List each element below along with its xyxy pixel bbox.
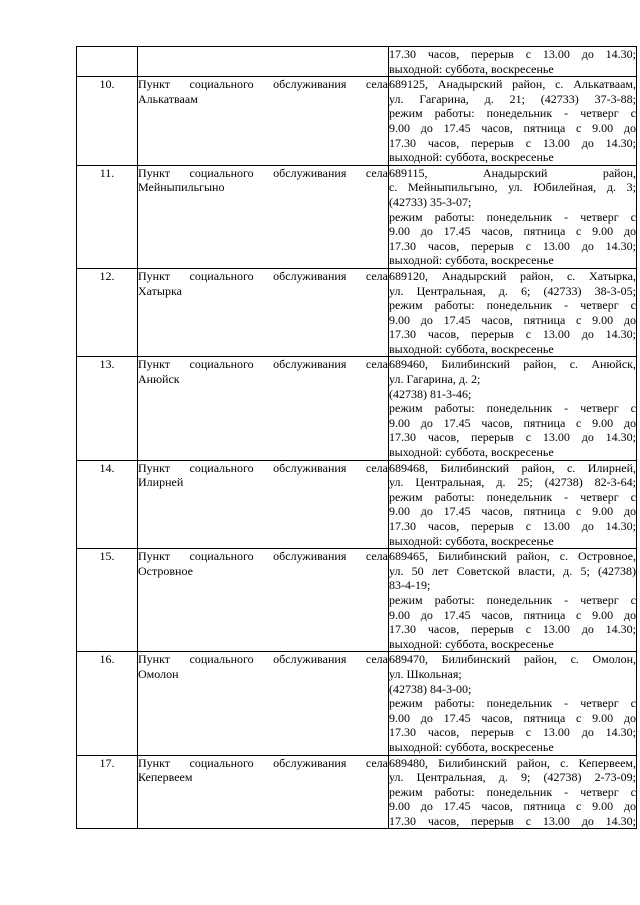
row-number: 13. [77,357,138,460]
address-line: с. Мейныпильгыно, ул. Юбилейная, д. 3; [389,180,636,195]
name-line: Алькатваам [138,91,198,106]
name-line: Омолон [138,666,179,681]
address-line: (42738) 81-3-46; [389,386,472,401]
table-row [77,77,637,166]
table-row [77,268,637,357]
address-line: 17.30 часов, перерыв с 13.00 до 14.30; [389,327,636,342]
address-line: (42733) 35-3-07; [389,194,472,209]
address-line: 689480, Билибинский район, с. Кепервеем, [389,755,636,770]
address-line: выходной: суббота, воскресенье [389,739,554,754]
row-number: 14. [77,460,138,549]
row-number: 10. [77,77,138,166]
service-point-name [138,47,389,77]
address-line: 17.30 часов, перерыв с 13.00 до 14.30; [389,47,636,61]
address-line: режим работы: понедельник - четверг с [389,489,636,504]
address-line: 689125, Анадырский район, с. Алькатваам, [389,77,636,92]
address-line: выходной: суббота, воскресенье [389,253,554,268]
address-line: режим работы: понедельник - четверг с [389,209,636,224]
row-number: 12. [77,268,138,357]
address-line: 17.30 часов, перерыв с 13.00 до 14.30; [389,813,636,828]
name-line: Пункт социального обслуживания села [138,652,388,667]
address-line: выходной: суббота, воскресенье [389,636,554,651]
address-and-hours [389,755,637,829]
row-number: 16. [77,652,138,755]
address-line: выходной: суббота, воскресенье [389,150,554,165]
address-line: режим работы: понедельник - четверг с [389,401,636,416]
address-line: режим работы: понедельник - четверг с [389,106,636,121]
name-line: Пункт социального обслуживания села [138,165,388,180]
address-line: выходной: суббота, воскресенье [389,533,554,548]
name-line: Мейныпильгыно [138,180,225,195]
address-and-hours [389,652,637,755]
service-point-name [138,652,389,755]
table-row [77,47,637,77]
address-line: ул. Центральная, д. 6; (42733) 38-3-05; [389,283,636,298]
name-line: Пункт социального обслуживания села [138,77,388,92]
address-line: 689468, Билибинский район, с. Илирней, [389,460,636,475]
service-point-name [138,268,389,357]
service-point-name [138,549,389,652]
address-line: 9.00 до 17.45 часов, пятница с 9.00 до [389,799,636,814]
service-point-name [138,357,389,460]
address-line: (42738) 84-3-00; [389,681,472,696]
service-point-name [138,460,389,549]
address-line: 9.00 до 17.45 часов, пятница с 9.00 до [389,710,636,725]
address-and-hours [389,460,637,549]
table-row [77,652,637,755]
address-line: ул. Гагарина, д. 21; (42733) 37-3-88; [389,91,636,106]
address-line: 17.30 часов, перерыв с 13.00 до 14.30; [389,622,636,637]
address-line: режим работы: понедельник - четверг с [389,298,636,313]
address-and-hours [389,549,637,652]
name-line: Пункт социального обслуживания села [138,460,388,475]
table-row [77,755,637,829]
address-line: 9.00 до 17.45 часов, пятница с 9.00 до [389,504,636,519]
address-line: выходной: суббота, воскресенье [389,61,554,76]
address-line: 9.00 до 17.45 часов, пятница с 9.00 до [389,607,636,622]
address-line: 9.00 до 17.45 часов, пятница с 9.00 до [389,312,636,327]
service-point-name [138,165,389,268]
address-line: 689460, Билибинский район, с. Анюйск, [389,357,636,372]
name-line: Пункт социального обслуживания села [138,549,388,564]
address-line: 689115, Анадырский район, [389,165,636,180]
address-line: выходной: суббота, воскресенье [389,341,554,356]
service-points-table [76,46,637,829]
address-line: ул. 50 лет Советской власти, д. 5; (42738) [389,563,636,578]
name-line: Кепервеем [138,770,193,785]
address-line: 17.30 часов, перерыв с 13.00 до 14.30; [389,725,636,740]
address-line: ул. Гагарина, д. 2; [389,372,481,387]
address-line: 9.00 до 17.45 часов, пятница с 9.00 до [389,224,636,239]
address-and-hours [389,165,637,268]
address-line: режим работы: понедельник - четверг с [389,696,636,711]
row-number: 11. [77,165,138,268]
name-line: Илирней [138,475,184,490]
address-line: ул. Центральная, д. 25; (42738) 82-3-64; [389,475,636,490]
address-and-hours [389,268,637,357]
name-line: Пункт социального обслуживания села [138,755,388,770]
address-and-hours [389,357,637,460]
address-line: 17.30 часов, перерыв с 13.00 до 14.30; [389,519,636,533]
address-line: 689470, Билибинский район, с. Омолон, [389,652,636,667]
address-line: 17.30 часов, перерыв с 13.00 до 14.30; [389,430,636,445]
table-row [77,460,637,549]
address-line: ул. Центральная, д. 9; (42738) 2-73-09; [389,770,636,785]
address-line: режим работы: понедельник - четверг с [389,592,636,607]
name-line: Пункт социального обслуживания села [138,268,388,283]
address-line: 83-4-19; [389,578,431,593]
address-line: 9.00 до 17.45 часов, пятница с 9.00 до [389,415,636,430]
address-line: ул. Школьная; [389,666,462,681]
address-line: 689120, Анадырский район, с. Хатырка, [389,268,636,283]
table-body [77,47,637,829]
address-line: режим работы: понедельник - четверг с [389,784,636,799]
name-line: Островное [138,563,193,578]
table-row [77,165,637,268]
row-number [77,47,138,77]
row-number: 15. [77,549,138,652]
address-line: 689465, Билибинский район, с. Островное, [389,549,636,564]
service-point-name [138,755,389,829]
address-line: 17.30 часов, перерыв с 13.00 до 14.30; [389,238,636,253]
service-point-name [138,77,389,166]
name-line: Анюйск [138,372,180,387]
address-line: выходной: суббота, воскресенье [389,445,554,460]
name-line: Хатырка [138,283,182,298]
address-and-hours [389,77,637,166]
address-and-hours [389,47,637,77]
address-line: 17.30 часов, перерыв с 13.00 до 14.30; [389,135,636,150]
address-line: 9.00 до 17.45 часов, пятница с 9.00 до [389,120,636,135]
table-row [77,549,637,652]
row-number: 17. [77,755,138,829]
name-line: Пункт социального обслуживания села [138,357,388,372]
table-row [77,357,637,460]
